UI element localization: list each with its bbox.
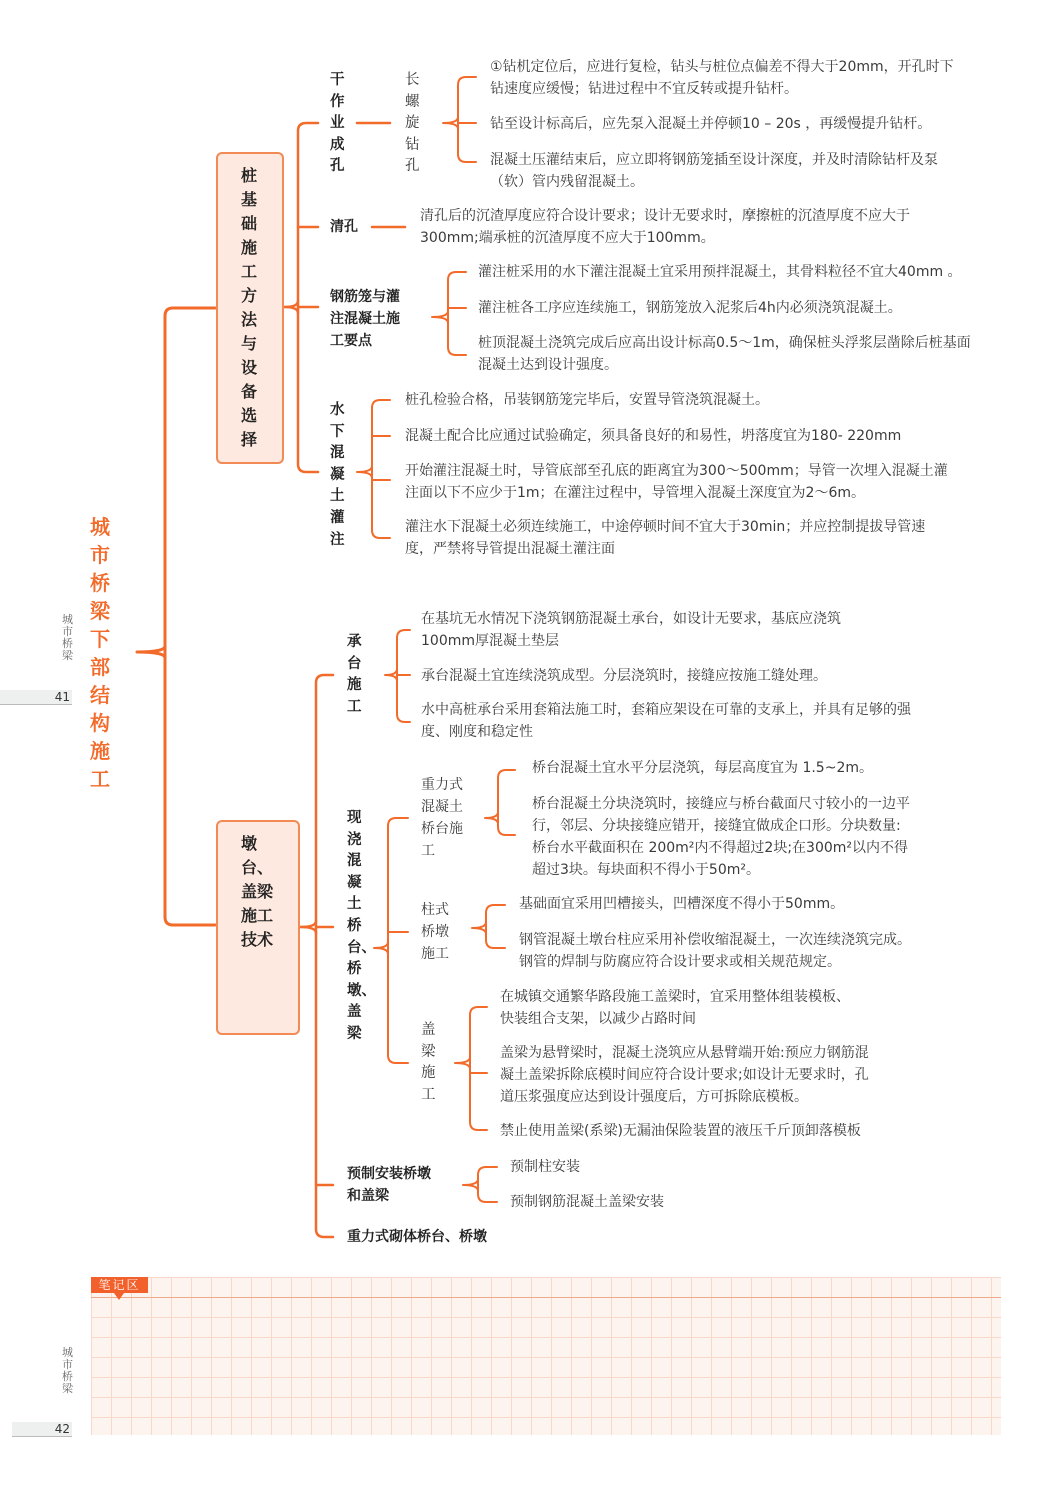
pile-foundation-title: 桩基础施工方法与设备选择 [241,166,258,449]
long-auger-label: 长螺旋钻孔 [405,72,420,175]
side-section-label: 城市桥梁 [62,1346,73,1395]
cage-item: 灌注桩采用的水下灌注混凝土宜采用预拌混凝土，其骨料粒径不宜大40mm 。 [478,264,962,280]
dry-boring-label: 干作业成孔 [330,72,345,175]
root-title: 城市桥梁下部结构施工 [90,515,110,791]
dry-items-brace [458,77,476,162]
precast-items-brace [478,1167,497,1202]
side-section-label: 城市桥梁 [62,613,73,662]
cap-label: 承台施工 [347,634,362,715]
underwater-item: 开始灌注混凝土时，导管底部至孔底的距离宜为300～500mm；导管一次埋入混凝土灌注面以下不应少于1m；在灌注过程中，导管埋入混凝土深度宜为2～6m。 [405,463,948,501]
underwater-item: 桩孔检验合格，吊装钢筋笼完毕后，安置导管浇筑混凝土。 [405,392,769,408]
pier-brace-tip [300,921,316,933]
underwater-label: 水下混凝土灌注 [330,402,345,548]
underwater-item: 混凝土配合比应通过试验确定，须具备良好的和易性，坍落度宜为180- 220mm [405,428,902,444]
cage-items-brace [448,272,466,355]
beam-items-brace-tip [455,1057,470,1069]
beam-item: 盖梁为悬臂梁时，混凝土浇筑应从悬臂端开始:预应力钢筋混凝土盖梁拆除底模时间应符合设计要求;如设计无要求时，孔道压浆强度应达到设计强度后，方可拆除底模板。 [500,1045,869,1105]
dry-items-brace-tip [443,117,458,129]
cap-item: 水中高桩承台采用套箱法施工时，套箱应架设在可靠的支承上，并具有足够的强度、刚度和稳定性 [421,702,911,740]
precast-label: 预制安装桥墩和盖梁 [347,1166,431,1204]
gravity-items-brace [498,770,515,835]
clean-hole-text: 清孔后的沉渣厚度应符合设计要求；设计无要求时，摩擦桩的沉渣厚度不应大于300mm;端承桩的沉渣厚度不应大于100mm。 [420,208,910,246]
gravity-item: 桥台混凝土分块浇筑时，接缝应与桥台截面尺寸较小的一边平行，邻层、分块接缝应错开，接缝宜做成企口形。分块数量:桥台水平截面积在 200m²内不得超过2块;在300m²以内不得超过3块。每块面积不得小于50m²。 [532,796,910,878]
beam-item: 在城镇交通繁华路段施工盖梁时，宜采用整体组装模板、快装组合支架，以减少占路时间 [500,989,850,1027]
cast-items-brace-tip [374,942,388,954]
notes-area[interactable] [91,1277,1001,1435]
cap-beam-label: 盖梁施工 [421,1022,436,1103]
cap-item: 在基坑无水情况下浇筑钢筋混凝土承台，如设计无要求，基底应浇筑100mm厚混凝土垫层 [421,611,841,649]
cap-items-brace-tip [385,669,397,681]
cast-in-place-label: 现浇混凝土桥台、桥墩、盖梁 [347,810,376,1042]
cage-label: 钢筋笼与灌注混凝土施工要点 [330,289,400,349]
notes-label-pointer [114,1293,124,1300]
pier-cap-box [216,820,300,1035]
column-item: 基础面宜采用凹槽接头，凹槽深度不得小于50mm。 [519,896,845,912]
dry-item: ①钻机定位后，应进行复检，钻头与桩位点偏差不得大于20mm，开孔时下钻速度应缓慢；钻进过程中不宜反转或提升钻杆。 [490,59,954,97]
dry-item: 混凝土压灌结束后，应立即将钢筋笼插至设计深度，并及时清除钻杆及泵（软）管内残留混凝土。 [490,152,938,190]
cage-item: 桩顶混凝土浇筑完成后应高出设计标高0.5～1m，确保桩头浮浆层凿除后桩基面混凝土达到设计强度。 [478,335,971,373]
underwater-item: 灌注水下混凝土必须连续施工，中途停顿时间不宜大于30min；并应控制提拔导管速度，严禁将导管提出混凝土灌注面 [405,519,926,557]
beam-item: 禁止使用盖梁(系梁)无漏油保险装置的液压千斤顶卸落模板 [500,1123,861,1139]
page-number: 42 [12,1422,72,1437]
pile-brace [298,123,318,472]
cage-item: 灌注桩各工序应连续施工，钢筋笼放入泥浆后4h内必须浇筑混凝土。 [478,300,902,316]
root-brace [165,308,215,925]
gravity-abutment-label: 重力式混凝土桥台施工 [421,777,463,859]
cage-items-brace-tip [432,311,448,323]
pile-foundation-box [216,152,284,464]
page-number: 41 [0,690,72,705]
underwater-items-brace [372,400,390,538]
notes-divider [91,1297,1001,1298]
dry-item: 钻至设计标高后，应先泵入混凝土并停顿10 – 20s ，再缓慢提升钻杆。 [490,116,932,132]
precast-item: 预制柱安装 [510,1159,580,1175]
pier-brace [316,675,333,1237]
cast-items-brace [388,818,408,1063]
cap-item: 承台混凝土宜连续浇筑成型。分层浇筑时，接缝应按施工缝处理。 [421,668,827,684]
pile-brace-tip [284,301,298,313]
masonry-label: 重力式砌体桥台、桥墩 [347,1229,487,1245]
root-brace-tip [137,646,165,658]
precast-item: 预制钢筋混凝土盖梁安装 [510,1194,664,1210]
precast-items-brace-tip [463,1179,478,1191]
column-items-brace-tip [472,922,486,934]
pier-cap-title: 墩台、盖梁施工技术 [241,834,274,949]
notes-label: 笔记区 [91,1277,148,1293]
underwater-items-brace-tip [357,466,372,478]
beam-items-brace [470,1007,487,1130]
column-item: 钢管混凝土墩台柱应采用补偿收缩混凝土，一次连续浇筑完成。钢管的焊制与防腐应符合设计要求或相关规范规定。 [519,932,911,970]
column-pier-label: 柱式桥墩施工 [421,902,449,962]
column-items-brace [486,905,505,948]
gravity-item: 桥台混凝土宜水平分层浇筑，每层高度宜为 1.5~2m。 [532,760,873,776]
clean-hole-label: 清孔 [330,219,358,235]
gravity-items-brace-tip [485,812,498,824]
